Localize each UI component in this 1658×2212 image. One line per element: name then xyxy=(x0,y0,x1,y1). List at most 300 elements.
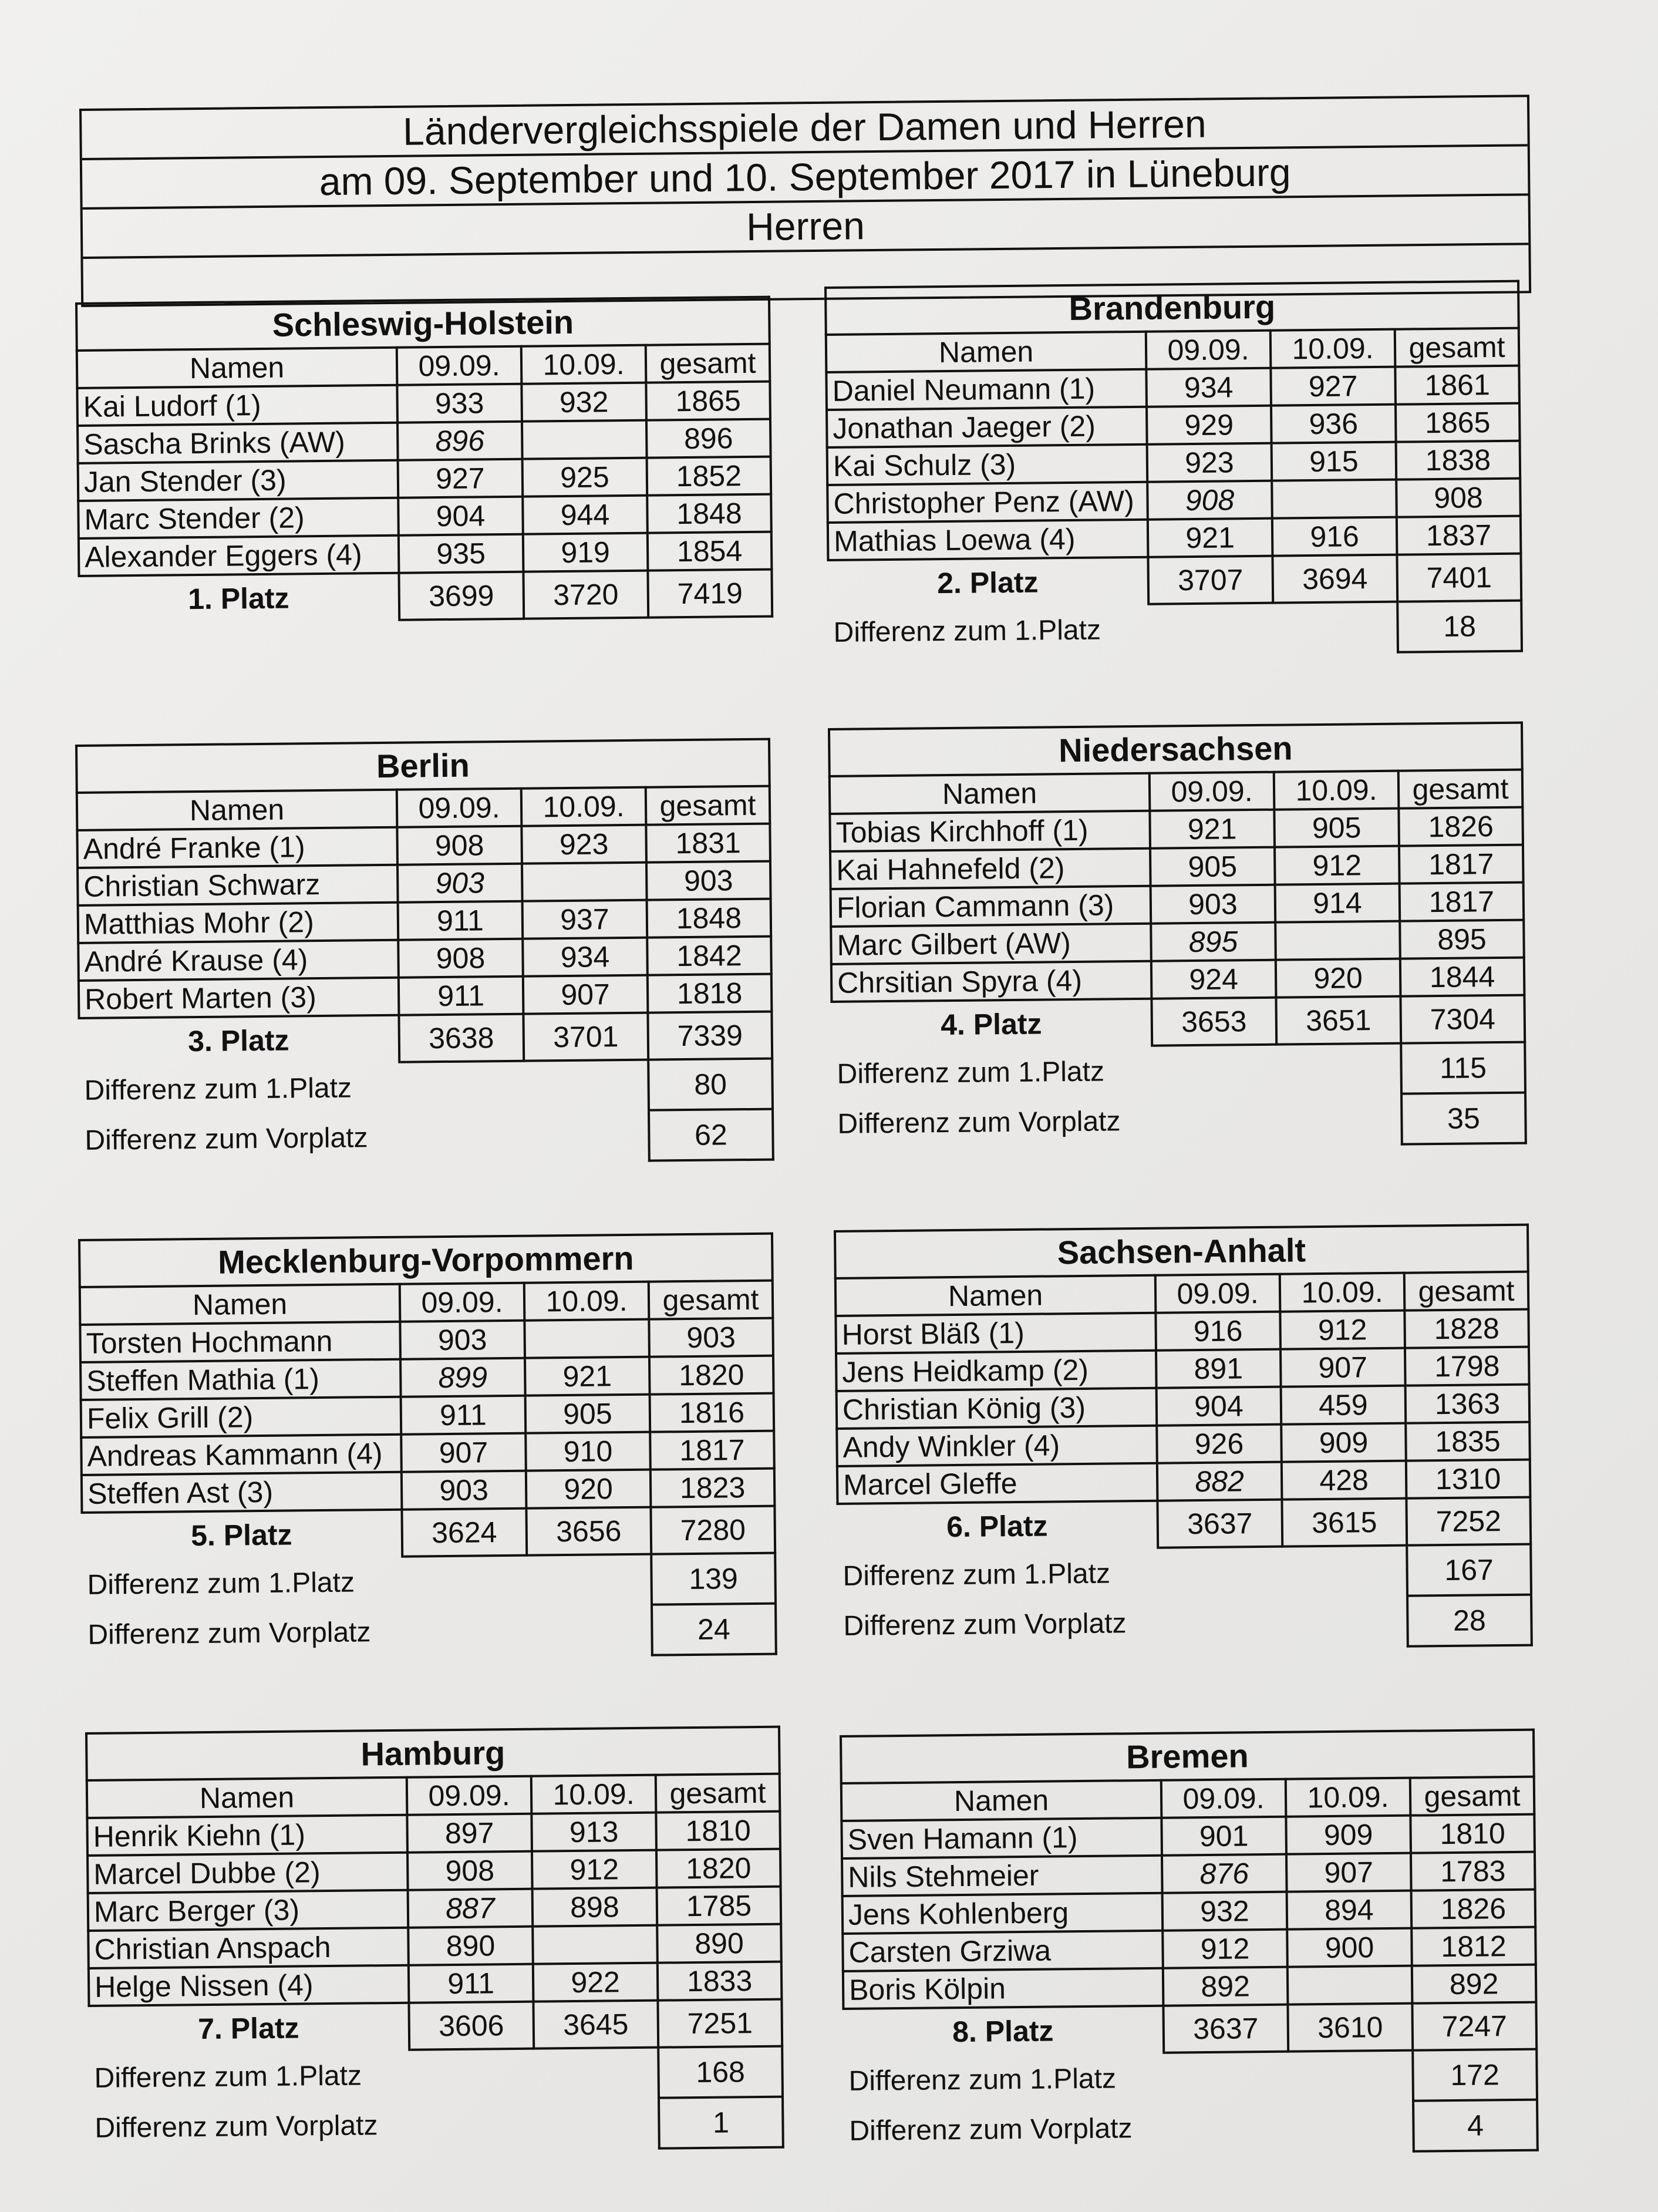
player-score-day1: 896 xyxy=(397,422,523,460)
player-score-day1: 916 xyxy=(1155,1312,1280,1351)
team-sum-day1: 3707 xyxy=(1148,556,1273,604)
column-header-day2: 10.09. xyxy=(1274,771,1399,810)
player-name: Chrsitian Spyra (4) xyxy=(831,961,1152,1002)
team-state-title: Schleswig-Holstein xyxy=(76,297,770,351)
player-row xyxy=(831,920,1524,964)
column-header-name: Namen xyxy=(830,773,1150,814)
player-score-total: 892 xyxy=(1412,1965,1536,2004)
player-score-day1: 935 xyxy=(399,534,524,573)
player-name: Marcel Gleffe xyxy=(837,1463,1158,1504)
player-score-total: 1820 xyxy=(649,1356,774,1395)
team-place: 3. Platz xyxy=(79,1015,399,1065)
player-score-day1: 876 xyxy=(1162,1854,1287,1893)
diff-previous-place-label: Differenz zum Vorplatz xyxy=(843,1608,1127,1642)
player-name: Carsten Grziwa xyxy=(843,1931,1163,1971)
team-sum-day2: 3720 xyxy=(523,571,648,619)
player-score-day1: 908 xyxy=(407,1851,533,1890)
diff-first-place-label: Differenz zum 1.Platz xyxy=(837,1056,1105,1090)
player-score-day2: 916 xyxy=(1272,517,1397,556)
player-row xyxy=(77,861,771,905)
player-score-day1: 903 xyxy=(1151,885,1276,924)
player-row xyxy=(830,807,1523,851)
player-score-day2: 923 xyxy=(521,825,646,864)
player-score-day2: 936 xyxy=(1271,405,1396,443)
player-score-total: 1831 xyxy=(646,824,770,863)
player-score-day2: 909 xyxy=(1286,1816,1411,1854)
team-block-berlin xyxy=(75,738,772,1167)
player-score-day1: 882 xyxy=(1157,1462,1282,1501)
team-sum-day2: 3694 xyxy=(1272,555,1397,603)
player-score-day1: 934 xyxy=(1146,368,1271,407)
column-header-day2: 10.09. xyxy=(524,1282,649,1321)
player-score-day2: 905 xyxy=(1274,809,1399,847)
player-score-day2: 925 xyxy=(523,458,648,497)
player-score-day1: 904 xyxy=(398,497,523,536)
diff-previous-place-row xyxy=(844,2100,1538,2157)
player-score-total: 1837 xyxy=(1397,516,1521,555)
team-table xyxy=(85,1726,784,2155)
column-header-day2: 10.09. xyxy=(521,787,646,826)
player-name: Daniel Neumann (1) xyxy=(826,369,1147,410)
player-name: André Krause (4) xyxy=(78,940,399,981)
player-row xyxy=(837,1460,1531,1504)
document-subtitle: am 09. September und 10. September 2017 in Lüneburg xyxy=(82,146,1528,210)
player-score-day1: 903 xyxy=(400,1321,525,1359)
diff-first-place-row xyxy=(82,1553,776,1610)
team-state-title: Brandenburg xyxy=(825,281,1519,335)
player-score-day2: 913 xyxy=(531,1813,656,1851)
player-score-day2: 905 xyxy=(525,1395,651,1433)
diff-previous-place-value: 28 xyxy=(1407,1595,1532,1647)
player-name: Christian König (3) xyxy=(837,1388,1157,1429)
team-sum-row xyxy=(831,995,1525,1049)
diff-previous-place-value: 35 xyxy=(1401,1093,1526,1144)
player-score-day2: 900 xyxy=(1287,1928,1412,1967)
team-table xyxy=(840,1729,1539,2158)
player-score-day2: 909 xyxy=(1281,1423,1406,1462)
diff-first-place-row xyxy=(838,1544,1531,1601)
player-score-day1: 912 xyxy=(1162,1930,1288,1968)
team-place: 5. Platz xyxy=(82,1510,402,1560)
player-name: Matthias Mohr (2) xyxy=(78,903,399,943)
diff-previous-place-value: 1 xyxy=(659,2097,783,2149)
team-state-title: Mecklenburg-Vorpommern xyxy=(79,1234,773,1287)
player-score-day1: 927 xyxy=(398,459,523,498)
player-score-day1: 929 xyxy=(1147,406,1272,445)
player-score-total: 1810 xyxy=(656,1812,780,1850)
player-name: Horst Bläß (1) xyxy=(835,1313,1156,1354)
player-score-total: 895 xyxy=(1400,920,1524,959)
player-score-day1: 926 xyxy=(1157,1425,1282,1463)
player-score-day2: 907 xyxy=(1286,1853,1411,1892)
player-score-total: 1363 xyxy=(1406,1385,1530,1423)
column-header-day1: 09.09. xyxy=(1146,331,1271,369)
player-row xyxy=(843,1890,1536,1934)
player-score-total: 1823 xyxy=(651,1469,775,1507)
diff-previous-place-label: Differenz zum Vorplatz xyxy=(95,2110,378,2144)
diff-first-place-row xyxy=(832,1042,1525,1099)
player-row xyxy=(837,1422,1530,1466)
column-header-total: gesamt xyxy=(646,344,770,383)
column-header-day2: 10.09. xyxy=(1286,1778,1411,1817)
player-score-total: 1810 xyxy=(1410,1814,1535,1853)
player-name: Marc Stender (2) xyxy=(78,498,399,538)
team-sum-total: 7339 xyxy=(648,1012,772,1060)
column-header-total: gesamt xyxy=(1398,770,1523,809)
column-header-day2: 10.09. xyxy=(1280,1273,1405,1312)
team-block-bremen xyxy=(840,1729,1536,2158)
player-score-day1: 892 xyxy=(1163,1967,1288,2006)
column-header-day1: 09.09. xyxy=(1150,772,1275,811)
team-place: 6. Platz xyxy=(837,1501,1158,1551)
player-score-day2: 914 xyxy=(1275,884,1400,922)
player-score-total: 1848 xyxy=(647,899,771,938)
team-sum-day1: 3637 xyxy=(1157,1500,1282,1548)
player-score-day2 xyxy=(533,1925,658,1964)
player-name: Alexander Eggers (4) xyxy=(79,536,399,576)
diff-previous-place-value: 62 xyxy=(649,1109,773,1161)
player-score-day1: 907 xyxy=(401,1433,526,1472)
player-name: Helge Nissen (4) xyxy=(89,1965,409,2006)
diff-previous-place-row xyxy=(83,1604,776,1661)
player-row xyxy=(828,516,1521,560)
player-name: Florian Cammann (3) xyxy=(831,886,1151,927)
player-name: Sascha Brinks (AW) xyxy=(77,423,398,463)
column-header-day1: 09.09. xyxy=(407,1776,532,1815)
document-title: Ländervergleichsspiele der Damen und Herren xyxy=(82,97,1528,160)
team-sum-row xyxy=(82,1506,775,1560)
diff-previous-place-value: 24 xyxy=(652,1604,776,1655)
player-score-day2: 937 xyxy=(523,900,648,939)
player-name: Jens Kohlenberg xyxy=(843,1893,1163,1934)
column-header-name: Namen xyxy=(87,1777,407,1818)
player-row xyxy=(78,937,771,981)
player-row xyxy=(77,824,770,868)
player-name: Kai Schulz (3) xyxy=(827,445,1148,485)
diff-first-place-value: 172 xyxy=(1413,2049,1537,2101)
player-name: Marc Gilbert (AW) xyxy=(831,924,1151,964)
player-score-day2: 907 xyxy=(523,975,648,1014)
player-row xyxy=(843,1927,1536,1971)
document-category: Herren xyxy=(83,196,1529,259)
player-row xyxy=(78,494,771,538)
player-score-day2: 915 xyxy=(1272,442,1397,481)
column-header-total: gesamt xyxy=(1395,328,1519,367)
team-block-niedersachsen xyxy=(828,722,1525,1151)
diff-previous-place-row xyxy=(833,1093,1526,1150)
player-score-day2: 919 xyxy=(523,533,648,572)
player-row xyxy=(827,479,1521,523)
player-score-total: 1798 xyxy=(1405,1347,1529,1386)
column-header-name: Namen xyxy=(77,348,397,388)
column-header-name: Namen xyxy=(80,1284,400,1325)
player-score-total: 1783 xyxy=(1411,1852,1535,1891)
player-score-day2 xyxy=(1288,1966,1413,2005)
team-sum-total: 7419 xyxy=(648,570,772,618)
team-state-title: Bremen xyxy=(841,1730,1534,1783)
team-sum-day2: 3645 xyxy=(533,2001,658,2049)
diff-first-place-row xyxy=(828,601,1522,658)
player-score-day1: 924 xyxy=(1151,960,1276,999)
player-row xyxy=(80,1356,774,1400)
player-name: Torsten Hochmann xyxy=(80,1322,400,1362)
player-score-day1: 891 xyxy=(1156,1349,1281,1388)
team-sum-day2: 3656 xyxy=(526,1507,651,1556)
player-row xyxy=(81,1393,774,1437)
diff-first-place-value: 167 xyxy=(1407,1544,1531,1596)
team-sum-row xyxy=(79,570,772,623)
player-score-total: 1817 xyxy=(650,1431,774,1470)
player-name: Christian Schwarz xyxy=(77,865,398,905)
player-score-total: 1848 xyxy=(647,494,771,533)
player-score-total: 896 xyxy=(646,419,771,458)
diff-first-place-label: Differenz zum 1.Platz xyxy=(833,614,1101,648)
team-state-title: Niedersachsen xyxy=(829,723,1522,776)
team-block-mecklenburg-vorpommern xyxy=(78,1233,775,1662)
diff-first-place-label: Differenz zum 1.Platz xyxy=(84,1072,352,1106)
player-score-day2: 910 xyxy=(525,1432,651,1471)
player-row xyxy=(842,1852,1535,1896)
team-place: 4. Platz xyxy=(831,999,1152,1049)
player-row xyxy=(89,1962,782,2006)
column-header-day1: 09.09. xyxy=(400,1283,525,1322)
player-name: Tobias Kirchhoff (1) xyxy=(830,811,1150,851)
team-sum-day1: 3637 xyxy=(1163,2005,1288,2053)
player-score-day1: 932 xyxy=(1162,1892,1288,1931)
player-name: Henrik Kiehn (1) xyxy=(87,1815,407,1856)
team-sum-row xyxy=(843,2002,1536,2056)
team-sum-day1: 3653 xyxy=(1151,998,1276,1046)
player-score-day1: 911 xyxy=(401,1396,526,1435)
player-row xyxy=(77,419,771,463)
player-row xyxy=(831,958,1525,1002)
player-name: Robert Marten (3) xyxy=(79,978,399,1018)
player-name: Andy Winkler (4) xyxy=(837,1426,1157,1466)
player-score-day1: 887 xyxy=(408,1889,533,1928)
team-state-title: Sachsen-Anhalt xyxy=(835,1225,1528,1278)
team-block-sachsen-anhalt xyxy=(834,1224,1531,1653)
column-header-name: Namen xyxy=(77,790,397,830)
player-score-total: 1838 xyxy=(1396,441,1521,480)
diff-previous-place-row xyxy=(838,1595,1532,1652)
player-row xyxy=(87,1812,780,1856)
player-row xyxy=(87,1849,781,1893)
diff-first-place-value: 115 xyxy=(1401,1042,1525,1094)
team-sum-row xyxy=(79,1012,772,1065)
team-sum-row xyxy=(828,554,1521,607)
player-row xyxy=(837,1385,1530,1429)
team-sum-day2: 3610 xyxy=(1288,2004,1413,2052)
column-header-day1: 09.09. xyxy=(1155,1274,1280,1313)
player-score-day1: 911 xyxy=(398,901,523,940)
team-sum-total: 7304 xyxy=(1400,995,1525,1043)
diff-previous-place-label: Differenz zum Vorplatz xyxy=(837,1106,1121,1140)
player-row xyxy=(843,1965,1536,2009)
team-sum-day1: 3699 xyxy=(399,572,524,620)
column-header-day2: 10.09. xyxy=(521,345,646,384)
player-score-day1: 905 xyxy=(1150,847,1275,886)
column-header-day1: 09.09. xyxy=(1161,1779,1286,1818)
player-score-total: 1817 xyxy=(1399,845,1524,884)
player-name: Steffen Ast (3) xyxy=(82,1472,402,1513)
player-score-day2 xyxy=(1275,921,1400,960)
player-row xyxy=(826,366,1519,410)
player-score-total: 1833 xyxy=(658,1962,782,2001)
player-name: Jan Stender (3) xyxy=(78,460,399,501)
team-block-brandenburg xyxy=(824,280,1521,659)
player-score-day1: 921 xyxy=(1148,519,1273,557)
player-name: Nils Stehmeier xyxy=(842,1856,1162,1896)
team-sum-day2: 3651 xyxy=(1276,996,1401,1045)
player-row xyxy=(830,845,1524,889)
team-state-title: Berlin xyxy=(76,739,770,793)
diff-first-place-value: 18 xyxy=(1397,601,1522,652)
diff-previous-place-value: 4 xyxy=(1413,2100,1538,2152)
column-header-day1: 09.09. xyxy=(397,789,522,827)
team-table xyxy=(828,722,1527,1151)
team-sum-total: 7280 xyxy=(651,1506,775,1554)
player-row xyxy=(827,403,1520,447)
diff-previous-place-row xyxy=(90,2097,783,2154)
column-header-total: gesamt xyxy=(649,1281,773,1319)
column-header-day2: 10.09. xyxy=(1271,329,1396,368)
player-score-total: 1835 xyxy=(1406,1422,1530,1461)
diff-first-place-label: Differenz zum 1.Platz xyxy=(87,1567,355,1601)
diff-first-place-value: 80 xyxy=(648,1059,773,1110)
column-header-day1: 09.09. xyxy=(397,346,522,385)
player-score-total: 1844 xyxy=(1400,958,1525,996)
diff-first-place-row xyxy=(844,2049,1537,2106)
column-header-name: Namen xyxy=(841,1780,1162,1821)
team-sum-total: 7251 xyxy=(658,1999,782,2048)
player-score-day1: 908 xyxy=(398,939,523,978)
player-row xyxy=(835,1309,1529,1354)
player-name: Jens Heidkamp (2) xyxy=(836,1351,1157,1391)
player-score-day2 xyxy=(1272,480,1397,519)
player-score-day2: 912 xyxy=(532,1850,657,1889)
player-name: Christopher Penz (AW) xyxy=(827,482,1148,523)
player-score-day2 xyxy=(524,1319,649,1358)
column-header-total: gesamt xyxy=(1404,1272,1529,1311)
player-score-day2: 459 xyxy=(1281,1386,1406,1425)
player-score-total: 1861 xyxy=(1395,366,1519,405)
player-name: Marc Berger (3) xyxy=(88,1890,409,1931)
player-row xyxy=(78,457,771,501)
player-score-day2: 932 xyxy=(521,383,646,422)
player-score-total: 1828 xyxy=(1404,1309,1529,1348)
player-score-total: 1818 xyxy=(648,974,772,1013)
player-score-day1: 903 xyxy=(402,1471,527,1510)
team-place: 8. Platz xyxy=(843,2006,1164,2056)
team-sum-day2: 3701 xyxy=(523,1013,648,1061)
player-row xyxy=(841,1814,1535,1859)
player-score-day1: 923 xyxy=(1147,443,1272,482)
player-score-day1: 911 xyxy=(399,977,524,1015)
player-score-day1: 908 xyxy=(397,826,522,865)
team-table xyxy=(824,280,1523,659)
player-score-day1: 908 xyxy=(1147,481,1272,520)
player-name: Sven Hamann (1) xyxy=(841,1818,1162,1859)
team-sum-total: 7252 xyxy=(1406,1497,1531,1546)
team-state-title: Hamburg xyxy=(86,1727,780,1780)
player-score-day2: 428 xyxy=(1282,1461,1407,1500)
team-sum-day1: 3638 xyxy=(399,1014,524,1062)
player-name: Steffen Mathia (1) xyxy=(80,1359,401,1400)
player-score-day2: 912 xyxy=(1280,1311,1405,1349)
diff-first-place-label: Differenz zum 1.Platz xyxy=(94,2060,362,2094)
player-score-day1: 903 xyxy=(397,864,523,903)
team-place: 1. Platz xyxy=(79,573,399,623)
player-row xyxy=(79,974,772,1018)
diff-previous-place-label: Differenz zum Vorplatz xyxy=(85,1122,368,1156)
player-name: Mathias Loewa (4) xyxy=(828,520,1148,560)
player-score-total: 1854 xyxy=(648,532,772,571)
player-name: Kai Hahnefeld (2) xyxy=(830,849,1151,889)
column-header-name: Namen xyxy=(826,332,1147,372)
diff-previous-place-label: Differenz zum Vorplatz xyxy=(849,2113,1133,2147)
player-score-total: 1842 xyxy=(647,937,771,975)
player-score-day2 xyxy=(522,420,647,459)
player-score-day2: 894 xyxy=(1287,1891,1412,1930)
player-name: Andreas Kammann (4) xyxy=(81,1435,402,1475)
team-sum-day1: 3624 xyxy=(402,1509,527,1557)
player-score-day1: 911 xyxy=(409,1964,534,2003)
column-header-total: gesamt xyxy=(656,1774,780,1813)
team-block-schleswig-holstein xyxy=(75,296,771,624)
player-score-day2: 898 xyxy=(533,1888,658,1927)
player-row xyxy=(827,441,1521,485)
player-row xyxy=(88,1924,781,1968)
team-sum-day1: 3606 xyxy=(409,2002,534,2050)
diff-previous-place-row xyxy=(80,1109,773,1166)
player-score-day1: 897 xyxy=(407,1814,532,1853)
player-score-total: 1820 xyxy=(656,1849,781,1888)
player-name: Felix Grill (2) xyxy=(81,1397,402,1437)
player-score-total: 1310 xyxy=(1406,1460,1531,1499)
player-score-day1: 890 xyxy=(408,1927,533,1965)
player-score-day1: 933 xyxy=(397,384,522,423)
player-score-day2: 944 xyxy=(523,496,648,534)
team-sum-total: 7247 xyxy=(1412,2002,1536,2051)
team-sum-row xyxy=(89,1999,782,2053)
player-row xyxy=(78,899,771,943)
player-row xyxy=(831,883,1524,927)
player-score-total: 1865 xyxy=(1396,403,1520,442)
player-name: Christian Anspach xyxy=(88,1928,409,1968)
player-score-total: 903 xyxy=(649,1318,773,1357)
player-score-total: 1785 xyxy=(657,1887,781,1925)
team-block-hamburg xyxy=(85,1726,782,2155)
player-name: André Franke (1) xyxy=(77,827,397,868)
team-sum-total: 7401 xyxy=(1397,554,1521,602)
player-name: Jonathan Jaeger (2) xyxy=(827,407,1147,447)
team-place: 7. Platz xyxy=(89,2003,409,2053)
player-score-total: 1816 xyxy=(650,1393,774,1432)
column-header-name: Namen xyxy=(835,1275,1156,1316)
player-score-total: 890 xyxy=(657,1924,781,1963)
column-header-day2: 10.09. xyxy=(531,1775,656,1814)
team-place: 2. Platz xyxy=(828,557,1148,607)
player-score-day2: 920 xyxy=(526,1470,651,1509)
player-score-day2: 912 xyxy=(1275,846,1400,885)
diff-first-place-label: Differenz zum 1.Platz xyxy=(843,1558,1111,1592)
player-row xyxy=(77,382,770,426)
player-row xyxy=(836,1347,1529,1391)
document-header xyxy=(79,95,1531,307)
player-name: Kai Ludorf (1) xyxy=(77,385,397,426)
player-row xyxy=(79,532,772,576)
player-score-day2: 920 xyxy=(1276,959,1401,998)
